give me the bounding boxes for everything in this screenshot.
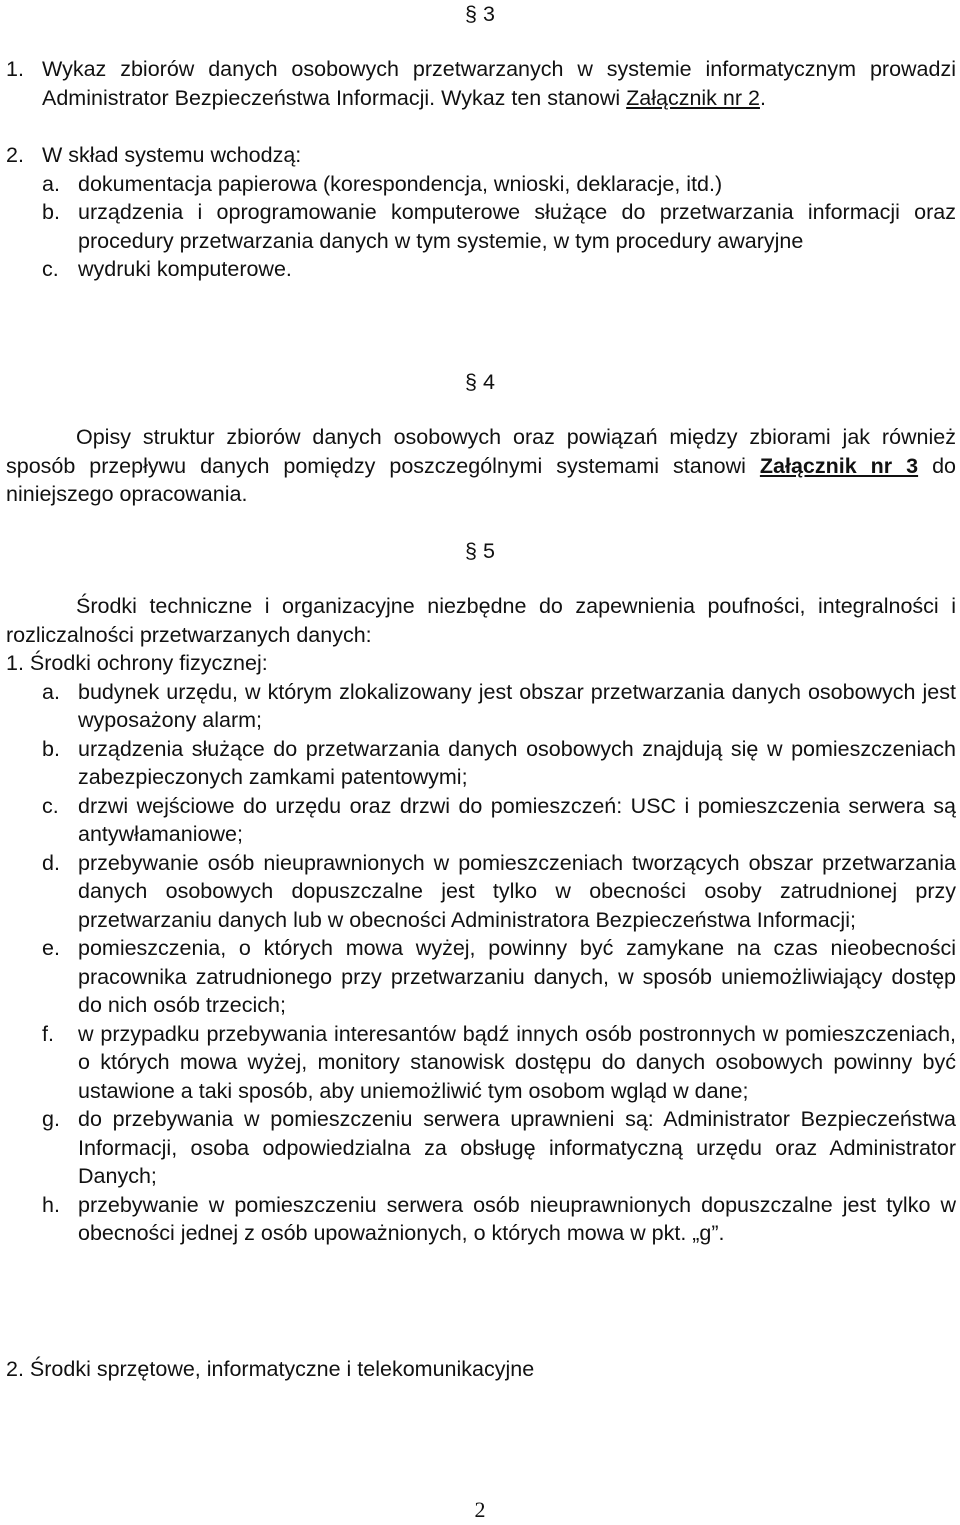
- item-label: d.: [42, 850, 60, 875]
- measure-item-g: [6, 1105, 956, 1191]
- list-number: 2.: [6, 143, 24, 167]
- attachment-3-link: Załącznik nr 3: [759, 453, 919, 478]
- item-text: budynek urzędu, w którym zlokalizowany jest obszar przetwarzania danych osobowych jest wyposażony alarm;: [78, 679, 956, 732]
- measure-item-d: [6, 849, 956, 935]
- item-text: urządzenia służące do przetwarzania danych osobowych znajdują się w pomieszczeniach zabezpieczonych zamkami patentowymi;: [78, 736, 956, 789]
- sub-item-b: [6, 198, 956, 255]
- item-label: a.: [42, 679, 60, 704]
- list-number: 1.: [6, 57, 24, 81]
- section-4-paragraph: [6, 423, 956, 509]
- sub-label: a.: [42, 171, 60, 196]
- item-label: c.: [42, 793, 59, 818]
- subsection-2-title: 2. Środki sprzętowe, informatyczne i telekomunikacyjne: [6, 1357, 535, 1381]
- item-text: W skład systemu wchodzą:: [42, 143, 302, 167]
- item-label: e.: [42, 936, 60, 960]
- paragraph-text-end: do niniejszego opracowania.: [6, 453, 956, 506]
- sub-text: wydruki komputerowe.: [78, 257, 292, 281]
- section-5-heading: § 5: [465, 539, 495, 563]
- measure-item-a: [6, 678, 956, 735]
- sub-label: c.: [42, 257, 59, 281]
- measure-item-b: [6, 735, 956, 792]
- section-5-intro: Środki techniczne i organizacyjne niezbędne do zapewnienia poufności, integralności i rozliczalności przetwarzanych danych:: [6, 594, 956, 647]
- list-item-1: 1. Wykaz zbiorów danych osobowych przetwarzanych w systemie informatycznym prowadzi Administrator Bezpieczeństwa Informacji. Wykaz ten stanowi Załącznik nr 2.: [6, 55, 956, 112]
- section-4-heading: § 4: [465, 370, 495, 394]
- sub-label: b.: [42, 200, 60, 224]
- item-label: f.: [42, 1021, 54, 1046]
- item-text: pomieszczenia, o których mowa wyżej, powinny być zamykane na czas nieobecności pracownika zatrudnionego przy przetwarzaniu danych, w sposób uniemożliwiający dostęp do nich osób trzecich;: [78, 936, 956, 1017]
- sub-item-a: [6, 170, 956, 199]
- measure-item-h: [6, 1191, 956, 1248]
- attachment-2-link: Załącznik nr 2: [626, 85, 760, 110]
- sub-text: urządzenia i oprogramowanie komputerowe służące do przetwarzania informacji oraz procedury przetwarzania danych w tym systemie, w tym procedury awaryjne: [78, 200, 956, 253]
- sub-item-c: [6, 255, 956, 284]
- measure-item-f: [6, 1020, 956, 1106]
- item-label: g.: [42, 1107, 60, 1131]
- item-text: Wykaz zbiorów danych osobowych przetwarzanych w systemie informatycznym prowadzi Administrator Bezpieczeństwa Informacji. Wykaz ten stanowi: [42, 57, 956, 110]
- page-number: 2: [474, 1497, 486, 1522]
- item-text: przebywanie w pomieszczeniu serwera osób nieuprawnionych dopuszczalne jest tylko w obecności jednej z osób upoważnionych, o których mowa w pkt. „g”.: [78, 1192, 956, 1245]
- item-text: drzwi wejściowe do urzędu oraz drzwi do pomieszczeń: USC i pomieszczenia serwera są antywłamaniowe;: [78, 793, 956, 846]
- item-text: do przebywania w pomieszczeniu serwera uprawnieni są: Administrator Bezpieczeństwa Informacji, osoba odpowiedzialna za obsługę informatyczną urzędu oraz Administrator Danych;: [78, 1107, 956, 1188]
- list-item-2: [6, 141, 956, 170]
- item-text: w przypadku przebywania interesantów bądź innych osób postronnych w pomieszczeniach, o których mowa wyżej, monitory stanowisk dostępu do danych osobowych powinny być ustawione a taki sposób, aby uniemożliwić tym osobom wgląd w dane;: [78, 1021, 956, 1103]
- section-3-heading: § 3: [465, 2, 495, 26]
- section-5-body: [6, 592, 956, 1248]
- paragraph-text: Opisy struktur zbiorów danych osobowych oraz powiązań między zbiorami jak również sposób przepływu danych pomiędzy poszczególnymi systemami stanowi: [6, 425, 956, 478]
- section-3-body: [6, 55, 956, 284]
- item-text: przebywanie osób nieuprawnionych w pomieszczeniach tworzących obszar przetwarzania danych osobowych dopuszczalne jest tylko w obecności osoby zatrudnionej przy przetwarzaniu danych lub w obecności Administratora Bezpieczeństwa Informacji;: [78, 850, 956, 932]
- subsection-1-title: 1. Środki ochrony fizycznej:: [6, 651, 268, 675]
- measure-item-c: [6, 792, 956, 849]
- item-label: b.: [42, 736, 60, 761]
- item-label: h.: [42, 1192, 60, 1217]
- measure-item-e: [6, 934, 956, 1020]
- sub-text: dokumentacja papierowa (korespondencja, wnioski, deklaracje, itd.): [78, 171, 723, 196]
